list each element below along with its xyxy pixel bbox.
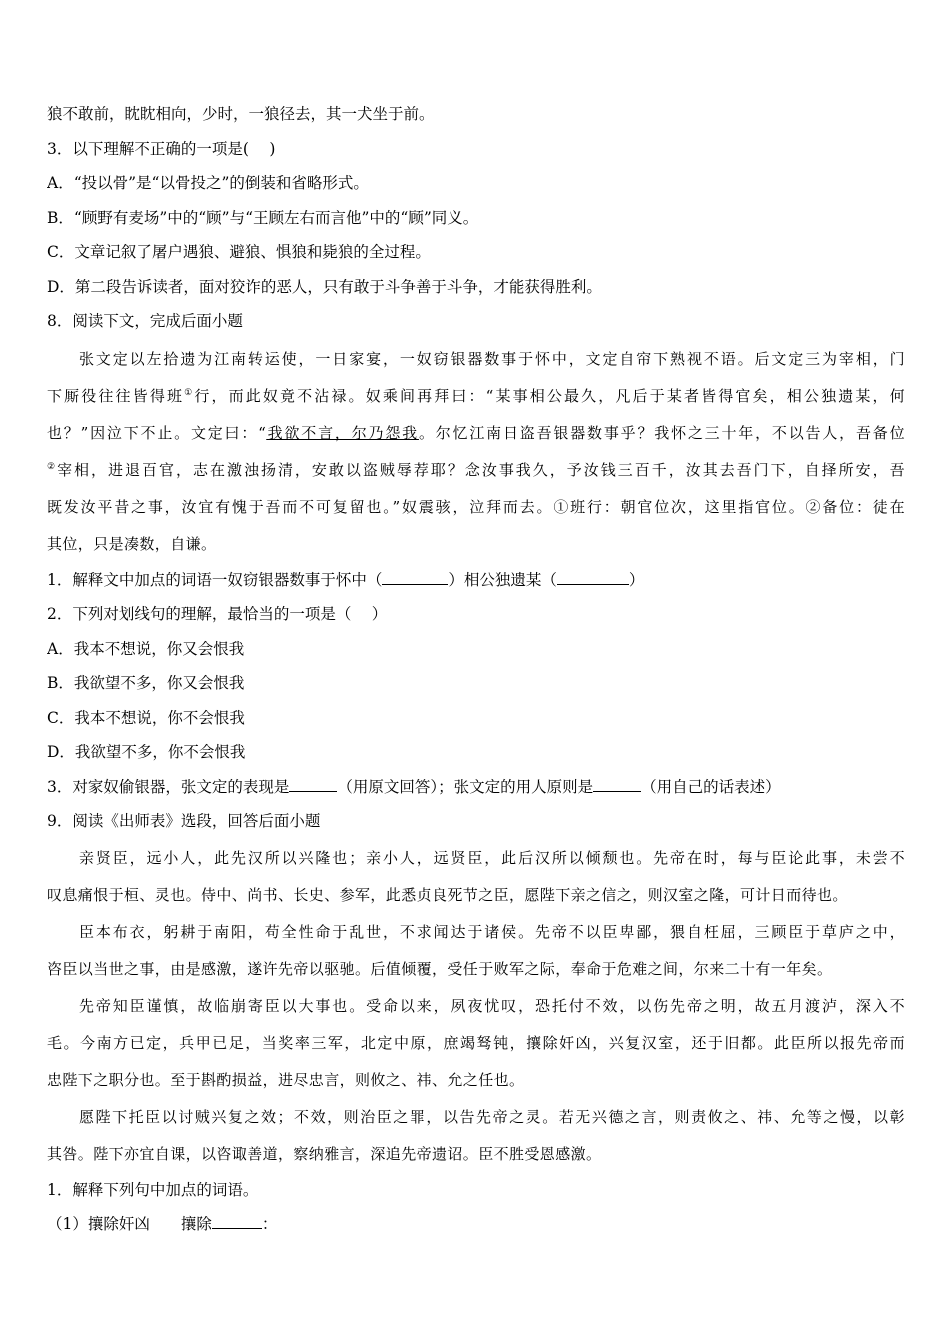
answer-blank[interactable] — [382, 567, 448, 584]
passage-zhang-wending — [47, 341, 905, 563]
answer-blank[interactable] — [557, 567, 629, 584]
passage8-line: 也？”因泣下不止。文定曰：“我欲不言，尔乃怨我。尔忆江南日盗吾银器数事乎？我怀之三十年，不以告人，吾备位 — [47, 423, 905, 442]
passage9-line: 忠陛下之职分也。至于斟酌损益，进尽忠言，则攸之、祎、允之任也。 — [47, 1070, 525, 1089]
footnote-marker: ② — [47, 461, 58, 472]
q3-option-a: A．“投以骨”是“以骨投之”的倒装和省略形式。 — [47, 174, 369, 192]
q8-2-option-b: B．我欲望不多，你又会恨我 — [47, 674, 245, 692]
q9-1-stem: 1．解释下列句中加点的词语。 — [47, 1180, 259, 1199]
q8-2-stem: 2．下列对划线句的理解，最恰当的一项是（ ） — [47, 605, 388, 623]
page-content — [47, 97, 905, 1242]
passage8-line: 张文定以左拾遗为江南转运使，一日家宴，一奴窃银器数事于怀中，文定自帘下熟视不语。后文定三为宰相，门 — [79, 349, 905, 368]
q8-2-option-a: A．我本不想说，你又会恨我 — [47, 639, 245, 658]
passage9-line: 亲贤臣，远小人，此先汉所以兴隆也；亲小人，远贤臣，此后汉所以倾颓也。先帝在时，每与臣论此事，未尝不 — [79, 848, 905, 867]
q9-1-item-1: （1）攘除奸凶 攘除 ： — [47, 1207, 905, 1242]
answer-blank[interactable] — [212, 1212, 262, 1229]
answer-blank[interactable] — [593, 774, 641, 791]
q8-2-option-d: D．我欲望不多，你不会恨我 — [47, 743, 246, 761]
q3-option-d: D．第二段告诉读者，面对狡诈的恶人，只有敢于斗争善于斗争，才能获得胜利。 — [47, 277, 602, 296]
q8-3-stem: 3．对家奴偷银器，张文定的表现是 （用原文回答）；张文定的用人原则是 （用自己的话表述） — [47, 770, 905, 805]
q3-stem: 3．以下理解不正确的一项是( ) — [47, 139, 276, 158]
footnote-marker: ① — [184, 387, 195, 398]
answer-blank[interactable] — [289, 774, 337, 791]
passage9-line: 先帝知臣谨慎，故临崩寄臣以大事也。受命以来，夙夜忧叹，恐托付不效，以伤先帝之明，故五月渡泸，深入不 — [79, 996, 905, 1015]
underlined-sentence: 我欲不言，尔乃怨我 — [266, 423, 419, 442]
q8-2-option-c: C．我本不想说，你不会恨我 — [47, 708, 245, 727]
passage9-line: 其咎。陛下亦宜自课，以咨诹善道，察纳雅言，深追先帝遗诏。臣不胜受恩感激。 — [47, 1144, 602, 1163]
passage8-line: 既发汝平昔之事，汝宜有愧于吾而不可复留也。”奴震骇，泣拜而去。①班行：朝官位次，这里指官位。②备位：徒在 — [47, 497, 905, 516]
passage9-line: 毛。今南方已定，兵甲已足，当奖率三军，北定中原，庶竭驽钝，攘除奸凶，兴复汉室，还于旧都。此臣所以报先帝而 — [47, 1033, 905, 1052]
passage8-line: 其位，只是凑数，自谦。 — [47, 534, 217, 553]
wolf-passage-end: 狼不敢前，眈眈相向，少时，一狼径去，其一犬坐于前。 — [47, 105, 435, 123]
passage-chushibiao — [47, 840, 905, 1173]
passage9-line: 叹息痛恨于桓、灵也。侍中、尚书、长史、参军，此悉贞良死节之臣，愿陛下亲之信之，则汉室之隆，可计日而待也。 — [47, 885, 848, 904]
passage8-line: ②宰相，进退百官，志在激浊扬清，安敢以盗贼辱荐耶？念汝事我久，予汝钱三百千，汝其去吾门下，自择所安，吾 — [47, 460, 905, 479]
q3-option-c: C．文章记叙了屠户遇狼、避狼、惧狼和毙狼的全过程。 — [47, 243, 431, 261]
q3-option-b: B．“顾野有麦场”中的“顾”与“王顾左右而言他”中的“顾”同义。 — [47, 208, 479, 227]
q8-title: 8．阅读下文，完成后面小题 — [47, 312, 243, 330]
q9-title: 9．阅读《出师表》选段，回答后面小题 — [47, 812, 321, 830]
passage9-line: 咨臣以当世之事，由是感激，遂许先帝以驱驰。后值倾覆，受任于败军之际，奉命于危难之间，尔来二十有一年矣。 — [47, 959, 833, 978]
passage9-line: 臣本布衣，躬耕于南阳，苟全性命于乱世，不求闻达于诸侯。先帝不以臣卑鄙，猥自枉屈，三顾臣于草庐之中， — [79, 922, 905, 941]
q8-1-stem: 1．解释文中加点的词语一奴窃银器数事于怀中（ ）相公独遗某（ ） — [47, 563, 905, 598]
passage9-line: 愿陛下托臣以讨贼兴复之效；不效，则治臣之罪，以告先帝之灵。若无兴德之言，则责攸之、祎、允等之慢，以彰 — [79, 1107, 905, 1126]
passage8-line: 下厮役往往皆得班①行，而此奴竟不沾禄。奴乘间再拜曰：“某事相公最久，凡后于某者皆得官矣，相公独遗某，何 — [47, 386, 905, 405]
